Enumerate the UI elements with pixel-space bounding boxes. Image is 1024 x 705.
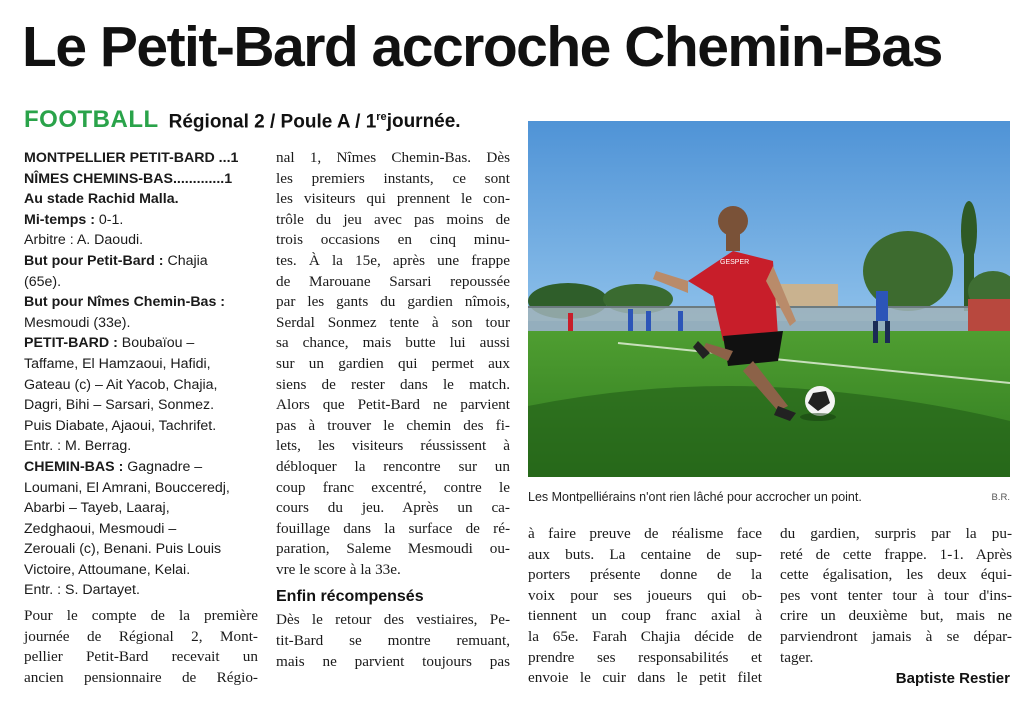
halftime: Mi-temps : 0-1. — [24, 211, 124, 228]
subhead: Enfin récompensés — [276, 588, 424, 606]
article-line: trois occasions en cinq minu- — [276, 231, 510, 249]
article-line: mais ne parvient toujours pas — [276, 652, 510, 670]
away-score-line: NÎMES CHEMINS-BAS.............1 — [24, 170, 233, 187]
article-line: tager. — [780, 648, 814, 666]
article-line: reté de cette frappe. 1-1. Après — [780, 545, 1012, 563]
article-line: cette égalisation, les deux équi- — [780, 566, 1012, 584]
goal-away: Mesmoudi (33e). — [24, 314, 131, 331]
article-line: cours du jeu. Après un ca- — [276, 499, 510, 517]
article-line: sa chance, mais butte lui aussi — [276, 334, 510, 352]
article-line: voix pour ses joueurs qui ob- — [528, 586, 762, 604]
caption-text: Les Montpelliérains n'ont rien lâché pour accrocher un point. — [528, 490, 862, 504]
away-coach: Entr. : S. Dartayet. — [24, 582, 140, 599]
article-line: pes vont tenter tour à tour d'ins- — [780, 586, 1012, 604]
article-line: siens de rester dans le match. — [276, 375, 510, 393]
article-line: la 65e. Farah Chajia décide de — [528, 627, 762, 645]
round-label: journée. — [386, 111, 461, 132]
article-line: vre le score à la 33e. — [276, 560, 401, 578]
article-line: débloquer la rencontre sur un — [276, 457, 510, 475]
home-coach: Entr. : M. Berrag. — [24, 438, 132, 455]
article-line: porters présente donne de la — [528, 566, 762, 584]
article-line: de Marouane Sarsari repoussée — [276, 272, 510, 290]
article-line: envoie le cuir dans le petit filet — [528, 669, 762, 687]
article-line: crire un deuxième but, mais ne — [780, 607, 1012, 625]
jersey-sponsor: GESPER — [720, 259, 750, 266]
article-line: Pour le compte de la première — [24, 607, 258, 624]
article-line: par les gants du gardien nîmois, — [276, 293, 510, 311]
article-line: les visiteurs qui prennent le con- — [276, 190, 510, 208]
article-line: Dès le retour des vestiaires, Pe- — [276, 611, 510, 629]
article-line: trôle du jeu avec pas moins de — [276, 210, 510, 228]
article-line: journée de Régional 2, Mont- — [24, 627, 258, 645]
article-line: les premiers instants, ce sont — [276, 169, 510, 187]
league-label: Régional 2 / Poule A / 1re — [168, 110, 387, 132]
article-line: fouillage dans la surface de ré- — [276, 519, 510, 537]
away-lineup-line: Abarbi – Tayeb, Laaraj, — [24, 500, 170, 517]
away-lineup-line: CHEMIN-BAS : Gagnadre – — [24, 458, 203, 475]
home-lineup-line: PETIT-BARD : Boubaïou – — [24, 335, 195, 352]
article-column-4 — [780, 524, 1012, 668]
article-line: aux buts. La centaine de sup- — [528, 545, 762, 563]
article-line: coup franc excentré, contre le — [276, 478, 510, 496]
article-line: nal 1, Nîmes Chemin-Bas. Dès — [276, 149, 510, 166]
referee: Arbitre : A. Daoudi. — [24, 232, 144, 249]
article-line: ancien pensionnaire de Régio- — [24, 668, 258, 686]
article-column-3 — [528, 524, 762, 689]
ordinal-suffix: re — [376, 110, 387, 123]
home-lineup-line: Dagri, Bihi – Sarsari, Sonmez. — [24, 397, 215, 414]
article-line: lets, les visiteurs réussissent à — [276, 437, 510, 455]
article-line: tiennent un coup franc axial à — [528, 607, 762, 625]
article-line: parviendront jamais à se dépar- — [780, 627, 1012, 645]
article-line: tes. À la 15e, après une frappe — [276, 251, 510, 269]
goal-away-label: But pour Nîmes Chemin-Bas : — [24, 294, 226, 311]
sport-label: FOOTBALL — [24, 106, 159, 133]
article-line: tit-Bard se montre remuant, — [276, 632, 510, 650]
article-line: Serdal Sonmez tente à son tour — [276, 313, 510, 331]
article-line: du gardien, surpris par la pu- — [780, 525, 1012, 542]
article-line: prendre ses responsabilités et — [528, 648, 762, 666]
away-lineup-line: Victoire, Attoumane, Kelai. — [24, 561, 191, 578]
kicker — [24, 106, 461, 136]
photo-credit: B.R. — [991, 491, 1010, 503]
match-sheet — [24, 148, 260, 601]
home-lineup-line: Gateau (c) – Ait Yacob, Chajia, — [24, 376, 218, 393]
home-lineup-line: Puis Diabate, Ajaoui, Tachrifet. — [24, 417, 217, 434]
byline: Baptiste Restier — [895, 670, 1010, 687]
home-score-line: MONTPELLIER PETIT-BARD ...1 — [24, 150, 239, 166]
venue: Au stade Rachid Malla. — [24, 191, 179, 208]
article-line: sur un gardien qui permet aux — [276, 354, 510, 372]
goal-home: But pour Petit-Bard : Chajia — [24, 252, 208, 269]
away-lineup-line: Loumani, El Amrani, Boucceredj, — [24, 479, 230, 496]
article-line: pas à trouver le chemin des fi- — [276, 416, 510, 434]
away-lineup-line: Zedghaoui, Mesmoudi – — [24, 520, 177, 537]
match-photo — [528, 121, 1010, 477]
goal-home-minute: (65e). — [24, 273, 62, 290]
photo-caption — [528, 487, 1010, 507]
article-line: pellier Petit-Bard recevait un — [24, 648, 258, 666]
home-lineup-line: Taffame, El Hamzaoui, Hafidi, — [24, 355, 211, 372]
football-player-image — [528, 121, 1010, 477]
away-lineup-line: Zerouali (c), Benani. Puis Louis — [24, 541, 222, 558]
article-column-1 — [24, 606, 258, 688]
article-line: Alors que Petit-Bard ne parvient — [276, 396, 510, 414]
headline: Le Petit-Bard accroche Chemin-Bas — [22, 15, 942, 79]
article-line: à faire preuve de réalisme face — [528, 525, 762, 542]
article-line: paration, Saleme Mesmoudi ou- — [276, 540, 510, 558]
article-column-2 — [276, 148, 510, 672]
